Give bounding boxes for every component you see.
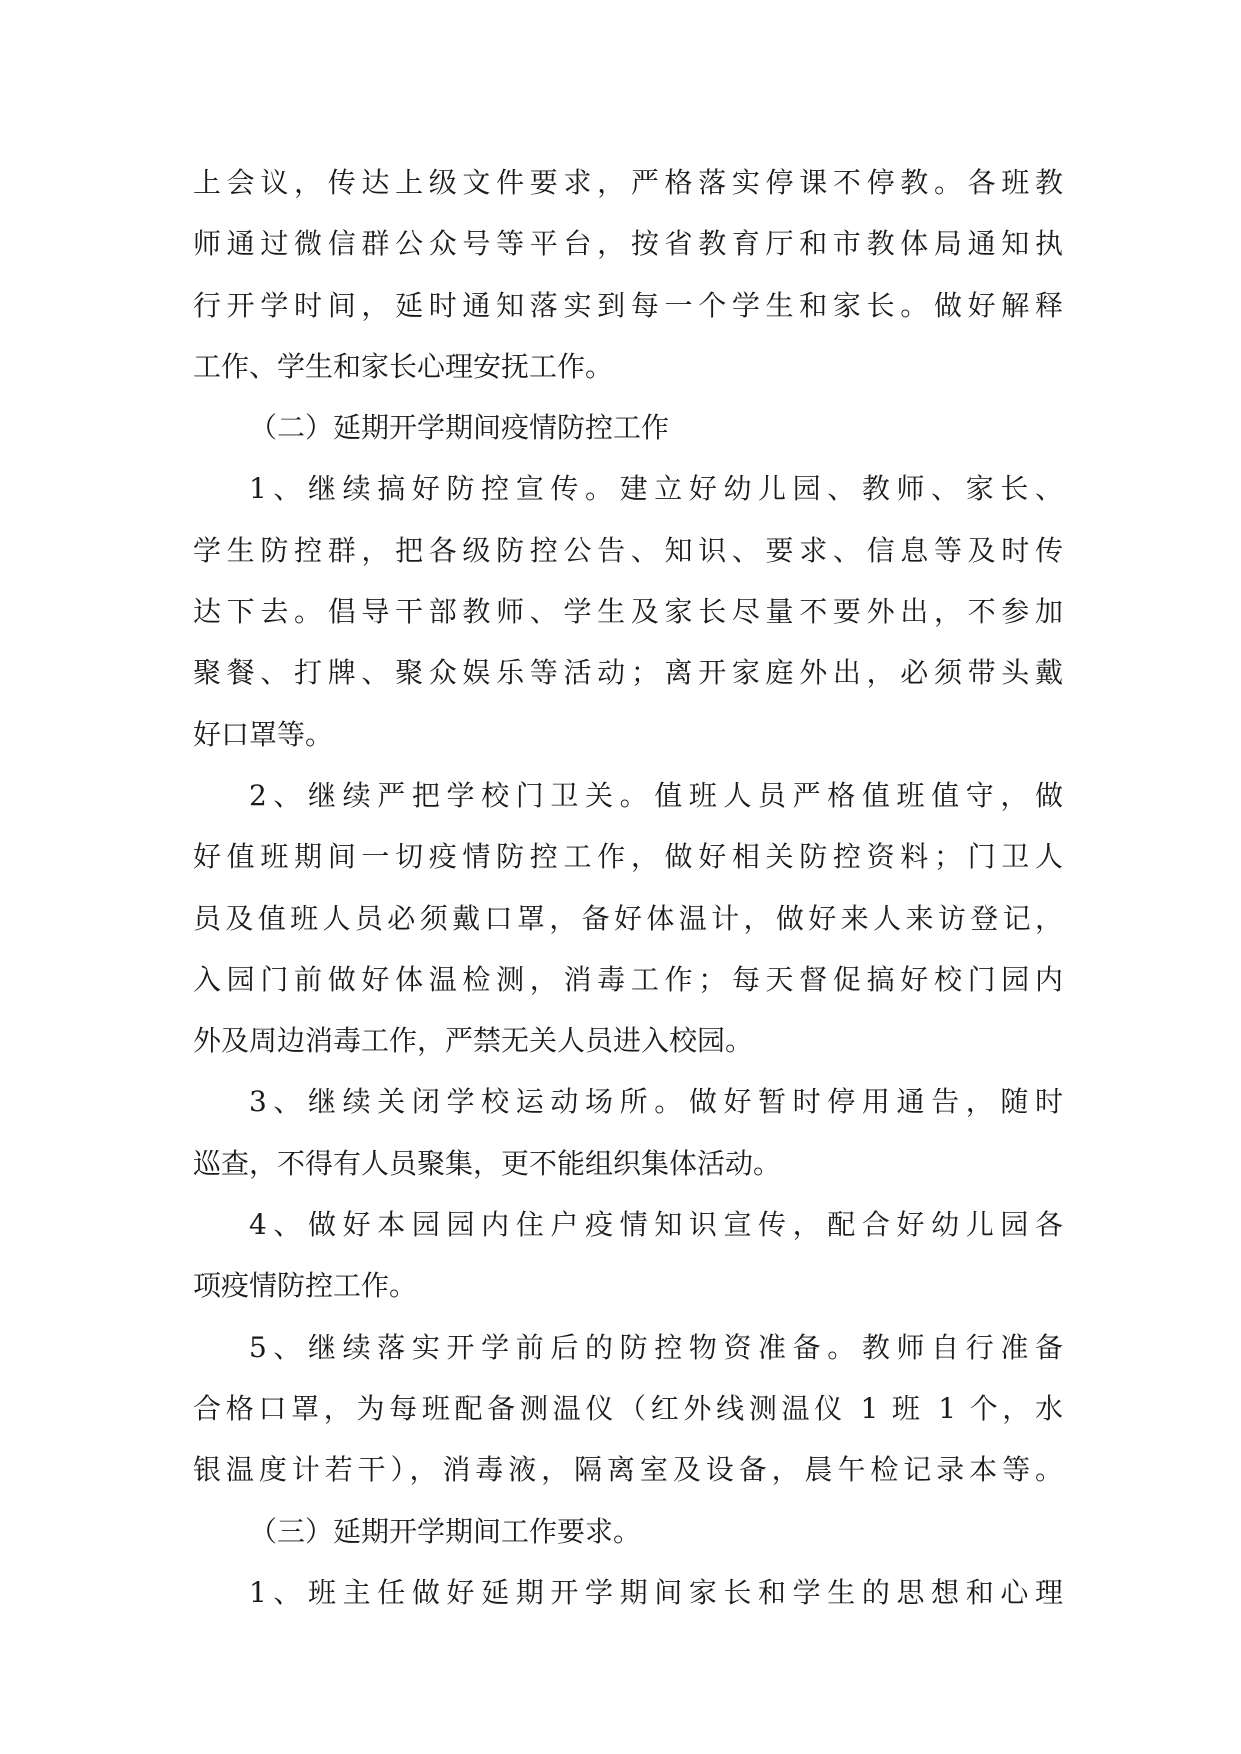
- text-line: 合格口罩，为每班配备测温仪（红外线测温仪 1 班 1 个，水: [193, 1391, 1063, 1425]
- paragraph-first-line: 1、班主任做好延期开学期间家长和学生的思想和心理: [249, 1575, 1063, 1609]
- text-line: 好值班期间一切疫情防控工作，做好相关防控资料；门卫人: [193, 840, 1063, 874]
- text-line: 师通过微信群公众号等平台，按省教育厅和市教体局通知执: [193, 227, 1063, 261]
- text-line: 员及值班人员必须戴口罩，备好体温计，做好来人来访登记，: [193, 901, 1063, 935]
- text-line: 学生防控群，把各级防控公告、知识、要求、信息等及时传: [193, 533, 1063, 567]
- paragraph-first-line: 1、继续搞好防控宣传。建立好幼儿园、教师、家长、: [249, 472, 1063, 506]
- paragraph-first-line: 3、继续关闭学校运动场所。做好暂时停用通告，随时: [249, 1085, 1063, 1119]
- text-line: 入园门前做好体温检测，消毒工作；每天督促搞好校门园内: [193, 962, 1063, 996]
- paragraph-first-line: 4、做好本园园内住户疫情知识宣传，配合好幼儿园各: [249, 1208, 1063, 1242]
- text-line: 行开学时间，延时通知落实到每一个学生和家长。做好解释: [193, 288, 1063, 322]
- paragraph-first-line: （二）延期开学期间疫情防控工作: [249, 411, 670, 445]
- text-line: 巡查，不得有人员聚集，更不能组织集体活动。: [193, 1146, 782, 1180]
- paragraph-first-line: 2、继续严把学校门卫关。值班人员严格值班值守，做: [249, 778, 1063, 812]
- text-line: 达下去。倡导干部教师、学生及家长尽量不要外出，不参加: [193, 595, 1063, 629]
- document-body: [193, 152, 1063, 1623]
- paragraph-first-line: （三）延期开学期间工作要求。: [249, 1514, 642, 1548]
- paragraph-first-line: 5、继续落实开学前后的防控物资准备。教师自行准备: [249, 1330, 1063, 1364]
- text-line: 好口罩等。: [193, 717, 334, 751]
- text-line: 银温度计若干），消毒液，隔离室及设备，晨午检记录本等。: [193, 1453, 1063, 1487]
- text-line: 项疫情防控工作。: [193, 1269, 418, 1303]
- text-line: 上会议，传达上级文件要求，严格落实停课不停教。各班教: [193, 166, 1063, 199]
- text-line: 工作、学生和家长心理安抚工作。: [193, 349, 614, 383]
- text-line: 聚餐、打牌、聚众娱乐等活动；离开家庭外出，必须带头戴: [193, 656, 1063, 690]
- text-line: 外及周边消毒工作，严禁无关人员进入校园。: [193, 1024, 754, 1058]
